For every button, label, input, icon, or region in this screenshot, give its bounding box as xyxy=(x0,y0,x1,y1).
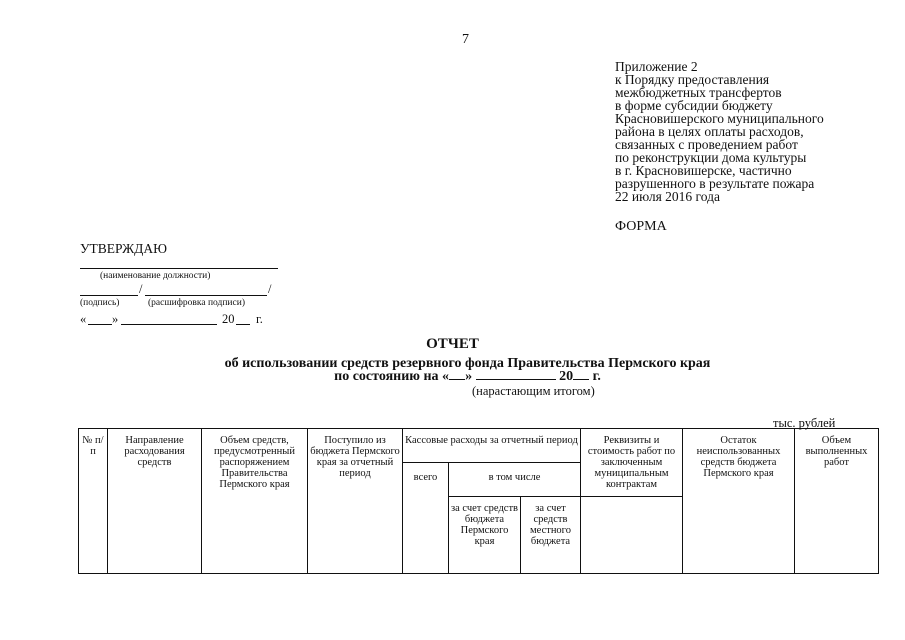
form-label: ФОРМА xyxy=(615,219,667,234)
slash: / xyxy=(139,282,143,296)
appendix-line: связанных с проведением работ xyxy=(615,137,798,152)
date-open-quote: « xyxy=(80,312,87,326)
units-label: тыс. рублей xyxy=(773,416,836,430)
header-requisites: Реквизиты и стоимость работ по заключенным муниципальным контрактам xyxy=(581,429,683,497)
report-subtitle: об использовании средств резервного фонда Правительства Пермского края xyxy=(224,356,711,371)
report-as-of-line xyxy=(0,369,905,385)
header-num: № п/п xyxy=(79,429,108,574)
appendix-line: в форме субсидии бюджету xyxy=(615,98,773,113)
as-of-year-blank xyxy=(573,379,589,380)
position-line xyxy=(80,268,278,269)
as-of-month-blank xyxy=(476,379,556,380)
date-year-prefix: 20 xyxy=(222,312,235,326)
header-requisites-empty xyxy=(581,497,683,574)
header-direction: Направление расходования средств xyxy=(108,429,202,574)
as-of-suffix: г. xyxy=(592,369,601,384)
as-of-mid: » xyxy=(465,369,473,384)
position-caption: (наименование должности) xyxy=(100,271,211,281)
decoding-line xyxy=(145,295,267,296)
header-regional-budget: за счет средств бюджета Пермского края xyxy=(449,497,521,574)
header-volume: Объем средств, предусмотренный распоряжением Правительства Пермского края xyxy=(202,429,308,574)
appendix-line: межбюджетных трансфертов xyxy=(615,85,782,100)
decoding-caption: (расшифровка подписи) xyxy=(148,298,245,308)
header-local-budget: за счет средств местного бюджета xyxy=(521,497,581,574)
signature-line xyxy=(80,295,138,296)
header-received: Поступило из бюджета Пермского края за отчетный период xyxy=(308,429,403,574)
appendix-line: Приложение 2 xyxy=(615,59,698,74)
appendix-line: Красновишерского муниципального xyxy=(615,111,824,126)
as-of-prefix: по состоянию на « xyxy=(334,369,450,384)
day-line xyxy=(88,324,112,325)
cumulative-note: (нарастающим итогом) xyxy=(472,384,595,398)
header-works-volume: Объем выполненных работ xyxy=(795,429,879,574)
as-of-day-blank xyxy=(449,379,465,380)
approval-heading: УТВЕРЖДАЮ xyxy=(80,241,168,256)
as-of-year: 20 xyxy=(559,369,574,384)
header-remainder: Остаток неиспользованных средств бюджета Пермского края xyxy=(683,429,795,574)
appendix-line: разрушенного в результате пожара xyxy=(615,176,815,191)
report-title: ОТЧЕТ xyxy=(426,336,479,352)
date-suffix: г. xyxy=(256,312,263,326)
appendix-line: в г. Красновишерске, частично xyxy=(615,163,792,178)
month-line xyxy=(121,324,217,325)
header-total: всего xyxy=(403,463,449,574)
appendix-note xyxy=(615,60,885,203)
appendix-line: 22 июля 2016 года xyxy=(615,189,720,204)
signature-caption: (подпись) xyxy=(80,298,120,308)
header-including: в том числе xyxy=(449,463,581,497)
report-table xyxy=(78,428,879,574)
appendix-line: к Порядку предоставления xyxy=(615,72,770,87)
appendix-line: района в целях оплаты расходов, xyxy=(615,124,804,139)
header-cash-expenses: Кассовые расходы за отчетный период xyxy=(403,429,581,463)
appendix-line: по реконструкции дома культуры xyxy=(615,150,807,165)
page-number: 7 xyxy=(462,32,469,47)
year-line xyxy=(236,324,250,325)
date-close-quote: » xyxy=(112,312,119,326)
slash: / xyxy=(268,282,272,296)
